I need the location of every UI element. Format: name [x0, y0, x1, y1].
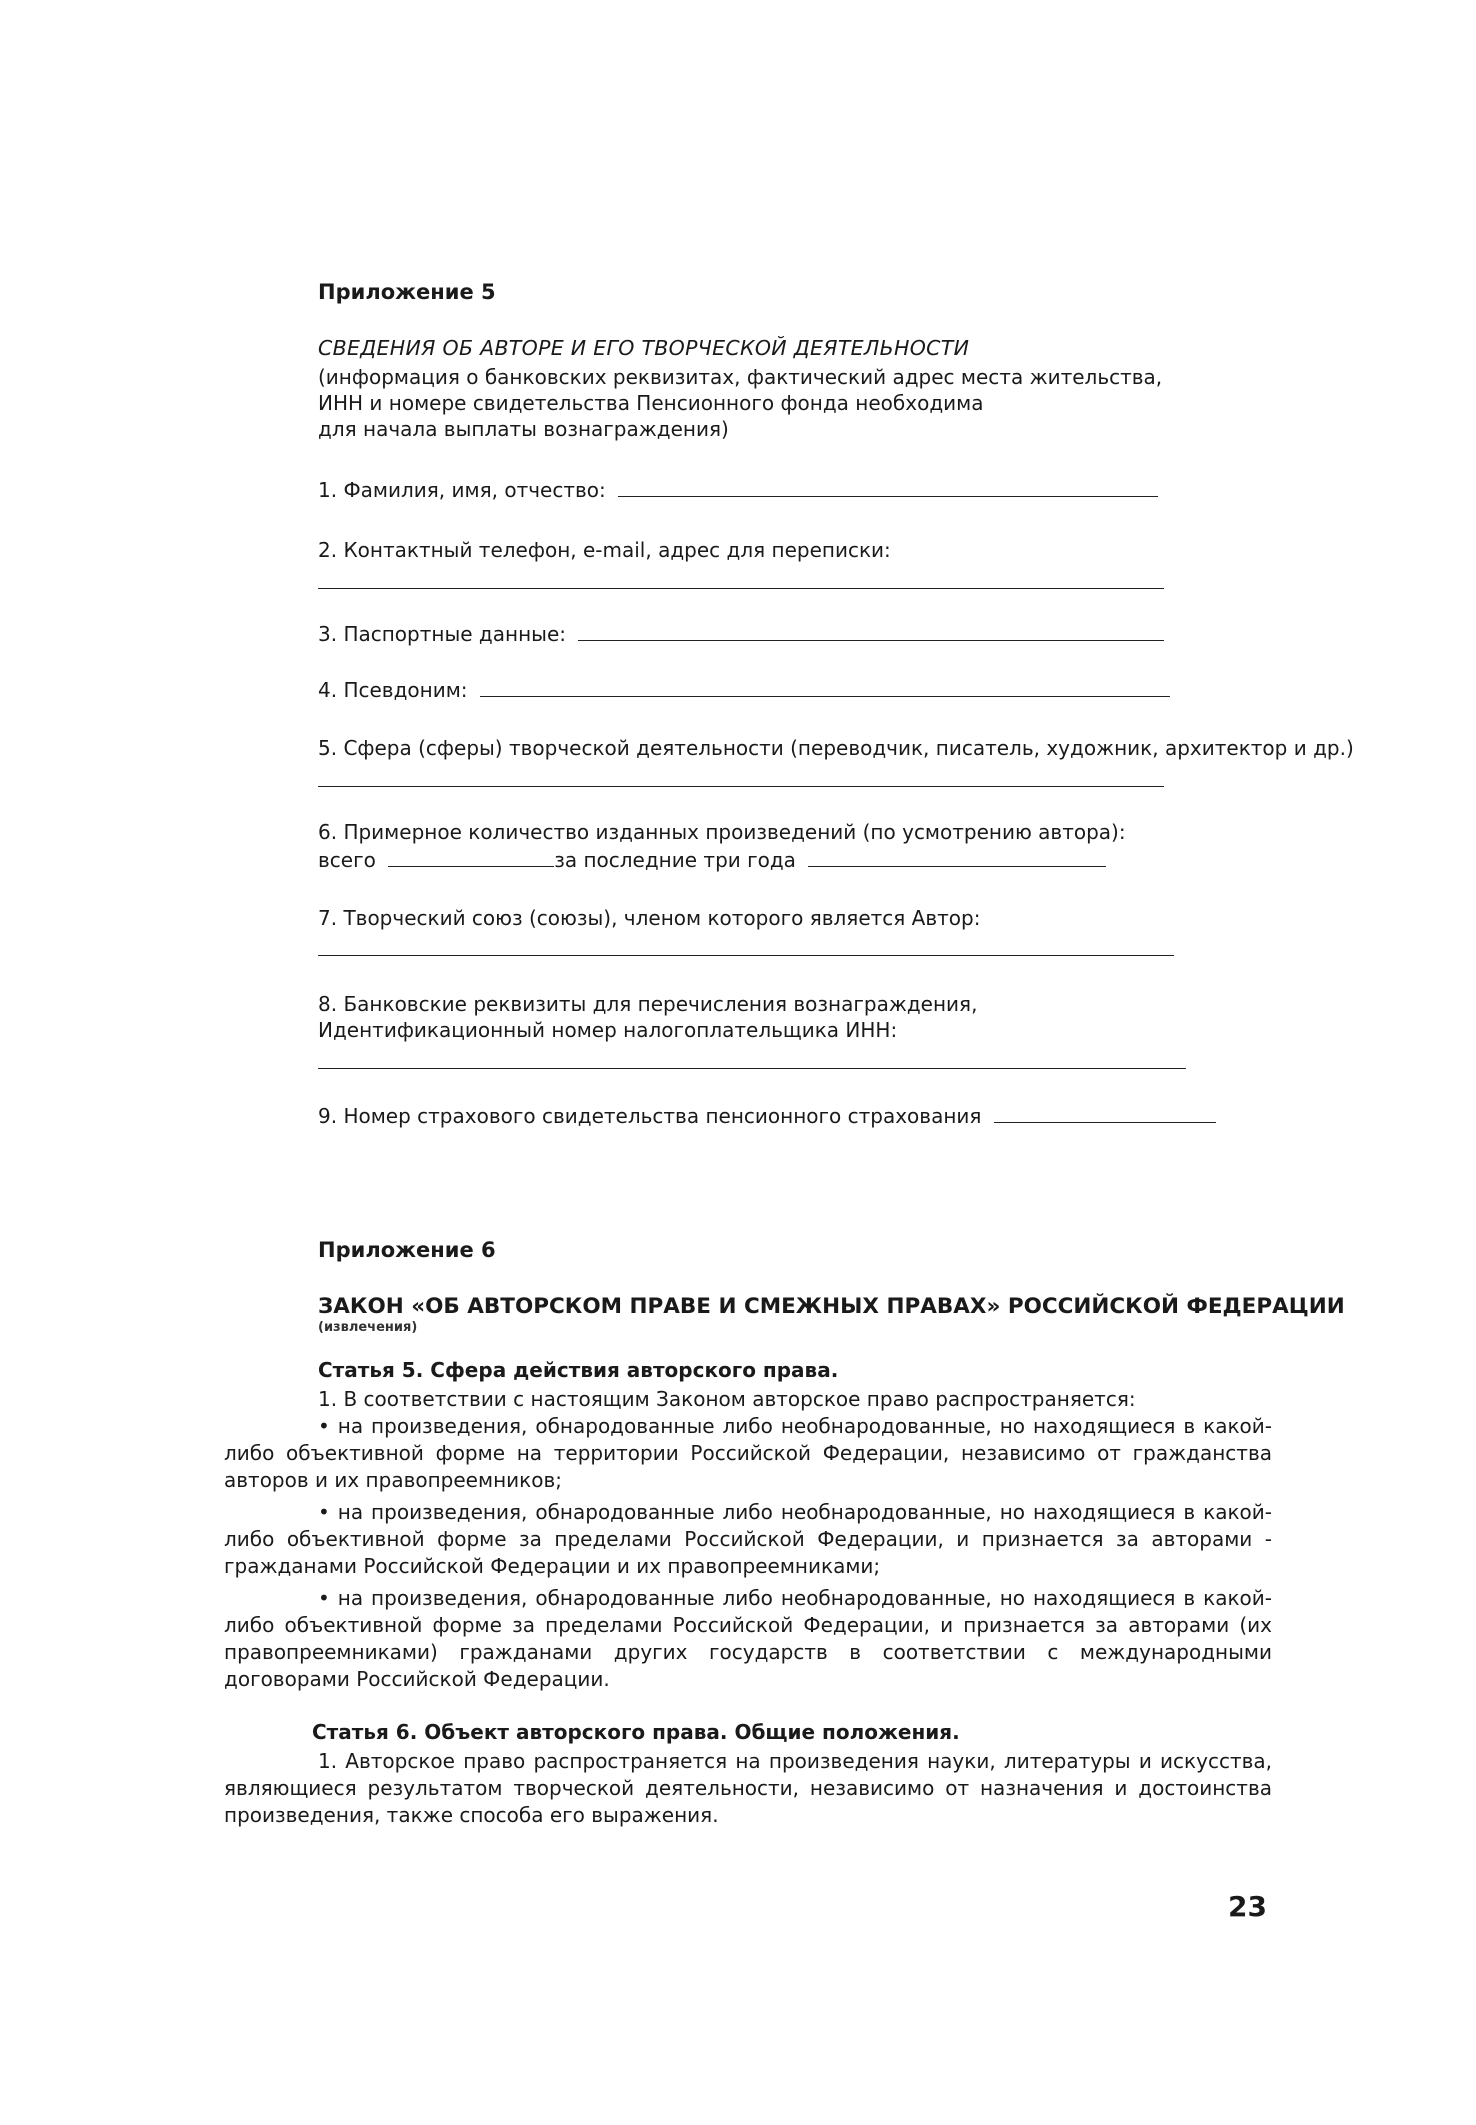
field-label: 1. Фамилия, имя, отчество:	[318, 478, 606, 502]
form-note	[318, 364, 1162, 442]
article-5-title: Статья 5. Сфера действия авторского права.	[318, 1358, 839, 1382]
field-insurance-number	[318, 1104, 1216, 1128]
last-three-years-line[interactable]	[808, 865, 1106, 867]
pseudonym-line[interactable]	[480, 695, 1170, 697]
full-name-line[interactable]	[618, 495, 1158, 497]
law-title: ЗАКОН «ОБ АВТОРСКОМ ПРАВЕ И СМЕЖНЫХ ПРАВАХ» РОССИЙСКОЙ ФЕДЕРАЦИИ	[318, 1294, 1345, 1319]
field-label: Идентификационный номер налогоплательщика ИНН:	[318, 1018, 898, 1042]
insurance-number-line[interactable]	[994, 1121, 1216, 1123]
article-5-bullet: • на произведения, обнародованные либо необнародованные, но находящиеся в какой-либо объективной форме за пределами Российской Федерации, и признается за авторами - гражданами Российской Федерации и их правопреемниками;	[224, 1500, 1272, 1578]
appendix-6-title: Приложение 6	[318, 1238, 496, 1262]
note-line: ИНН и номере свидетельства Пенсионного фонда необходима	[318, 391, 984, 415]
field-label: 4. Псевдоним:	[318, 678, 468, 702]
article-6-text: 1. Авторское право распространяется на произведения науки, литературы и искусства, являющиеся результатом творческой деятельности, независимо от назначения и достоинства произведения, также способа его выражения.	[224, 1749, 1272, 1827]
appendix-5-title: Приложение 5	[318, 280, 496, 304]
form-heading: СВЕДЕНИЯ ОБ АВТОРЕ И ЕГО ТВОРЧЕСКОЙ ДЕЯТЕЛЬНОСТИ	[318, 336, 970, 360]
passport-line[interactable]	[578, 639, 1164, 641]
field-passport	[318, 622, 1164, 646]
field-full-name	[318, 478, 1158, 502]
field-label: 3. Паспортные данные:	[318, 622, 566, 646]
last-three-years-label: за последние три года	[554, 848, 796, 872]
note-line: для начала выплаты вознаграждения)	[318, 417, 729, 441]
field-contacts	[318, 538, 891, 562]
field-sphere	[318, 736, 1354, 760]
creative-union-line[interactable]	[318, 955, 1174, 956]
field-label: 9. Номер страхового свидетельства пенсионного страхования	[318, 1104, 982, 1128]
field-creative-union	[318, 906, 980, 930]
bank-details-line[interactable]	[318, 1068, 1186, 1069]
article-6-title: Статья 6. Объект авторского права. Общие положения.	[312, 1720, 960, 1744]
field-label: 8. Банковские реквизиты для перечисления вознаграждения,	[318, 992, 978, 1016]
law-subtitle: (извлечения)	[318, 1320, 418, 1335]
field-bank-details	[318, 992, 977, 1016]
field-label: 7. Творческий союз (союзы), членом которого является Автор:	[318, 906, 981, 930]
page-number: 23	[1228, 1890, 1267, 1923]
article-5-bullet: • на произведения, обнародованные либо необнародованные, но находящиеся в какой-либо объективной форме на территории Российской Федерации, независимо от гражданства авторов и их правопреемников;	[224, 1414, 1272, 1492]
article-5-bullet: • на произведения, обнародованные либо необнародованные, но находящиеся в какой-либо объективной форме за пределами Российской Федерации, и признается за авторами (их правопреемниками) гражданами других государств в соответствии с международными договорами Российской Федерации.	[224, 1586, 1272, 1691]
article-5-intro: 1. В соответствии с настоящим Законом авторское право распространяется:	[318, 1387, 1136, 1411]
field-works-count	[318, 820, 1126, 844]
note-line: (информация о банковских реквизитах, фактический адрес места жительства,	[318, 365, 1163, 389]
field-works-count-values	[318, 848, 1106, 872]
field-label: 5. Сфера (сферы) творческой деятельности (переводчик, писатель, художник, архитектор и др.)	[318, 736, 1354, 760]
field-label: 6. Примерное количество изданных произведений (по усмотрению автора):	[318, 820, 1126, 844]
field-pseudonym	[318, 678, 1170, 702]
field-inn	[318, 1018, 897, 1042]
total-line[interactable]	[388, 865, 554, 867]
field-label: 2. Контактный телефон, e-mail, адрес для переписки:	[318, 538, 891, 562]
sphere-line[interactable]	[318, 786, 1164, 787]
total-label: всего	[318, 848, 376, 872]
contacts-line[interactable]	[318, 588, 1164, 589]
